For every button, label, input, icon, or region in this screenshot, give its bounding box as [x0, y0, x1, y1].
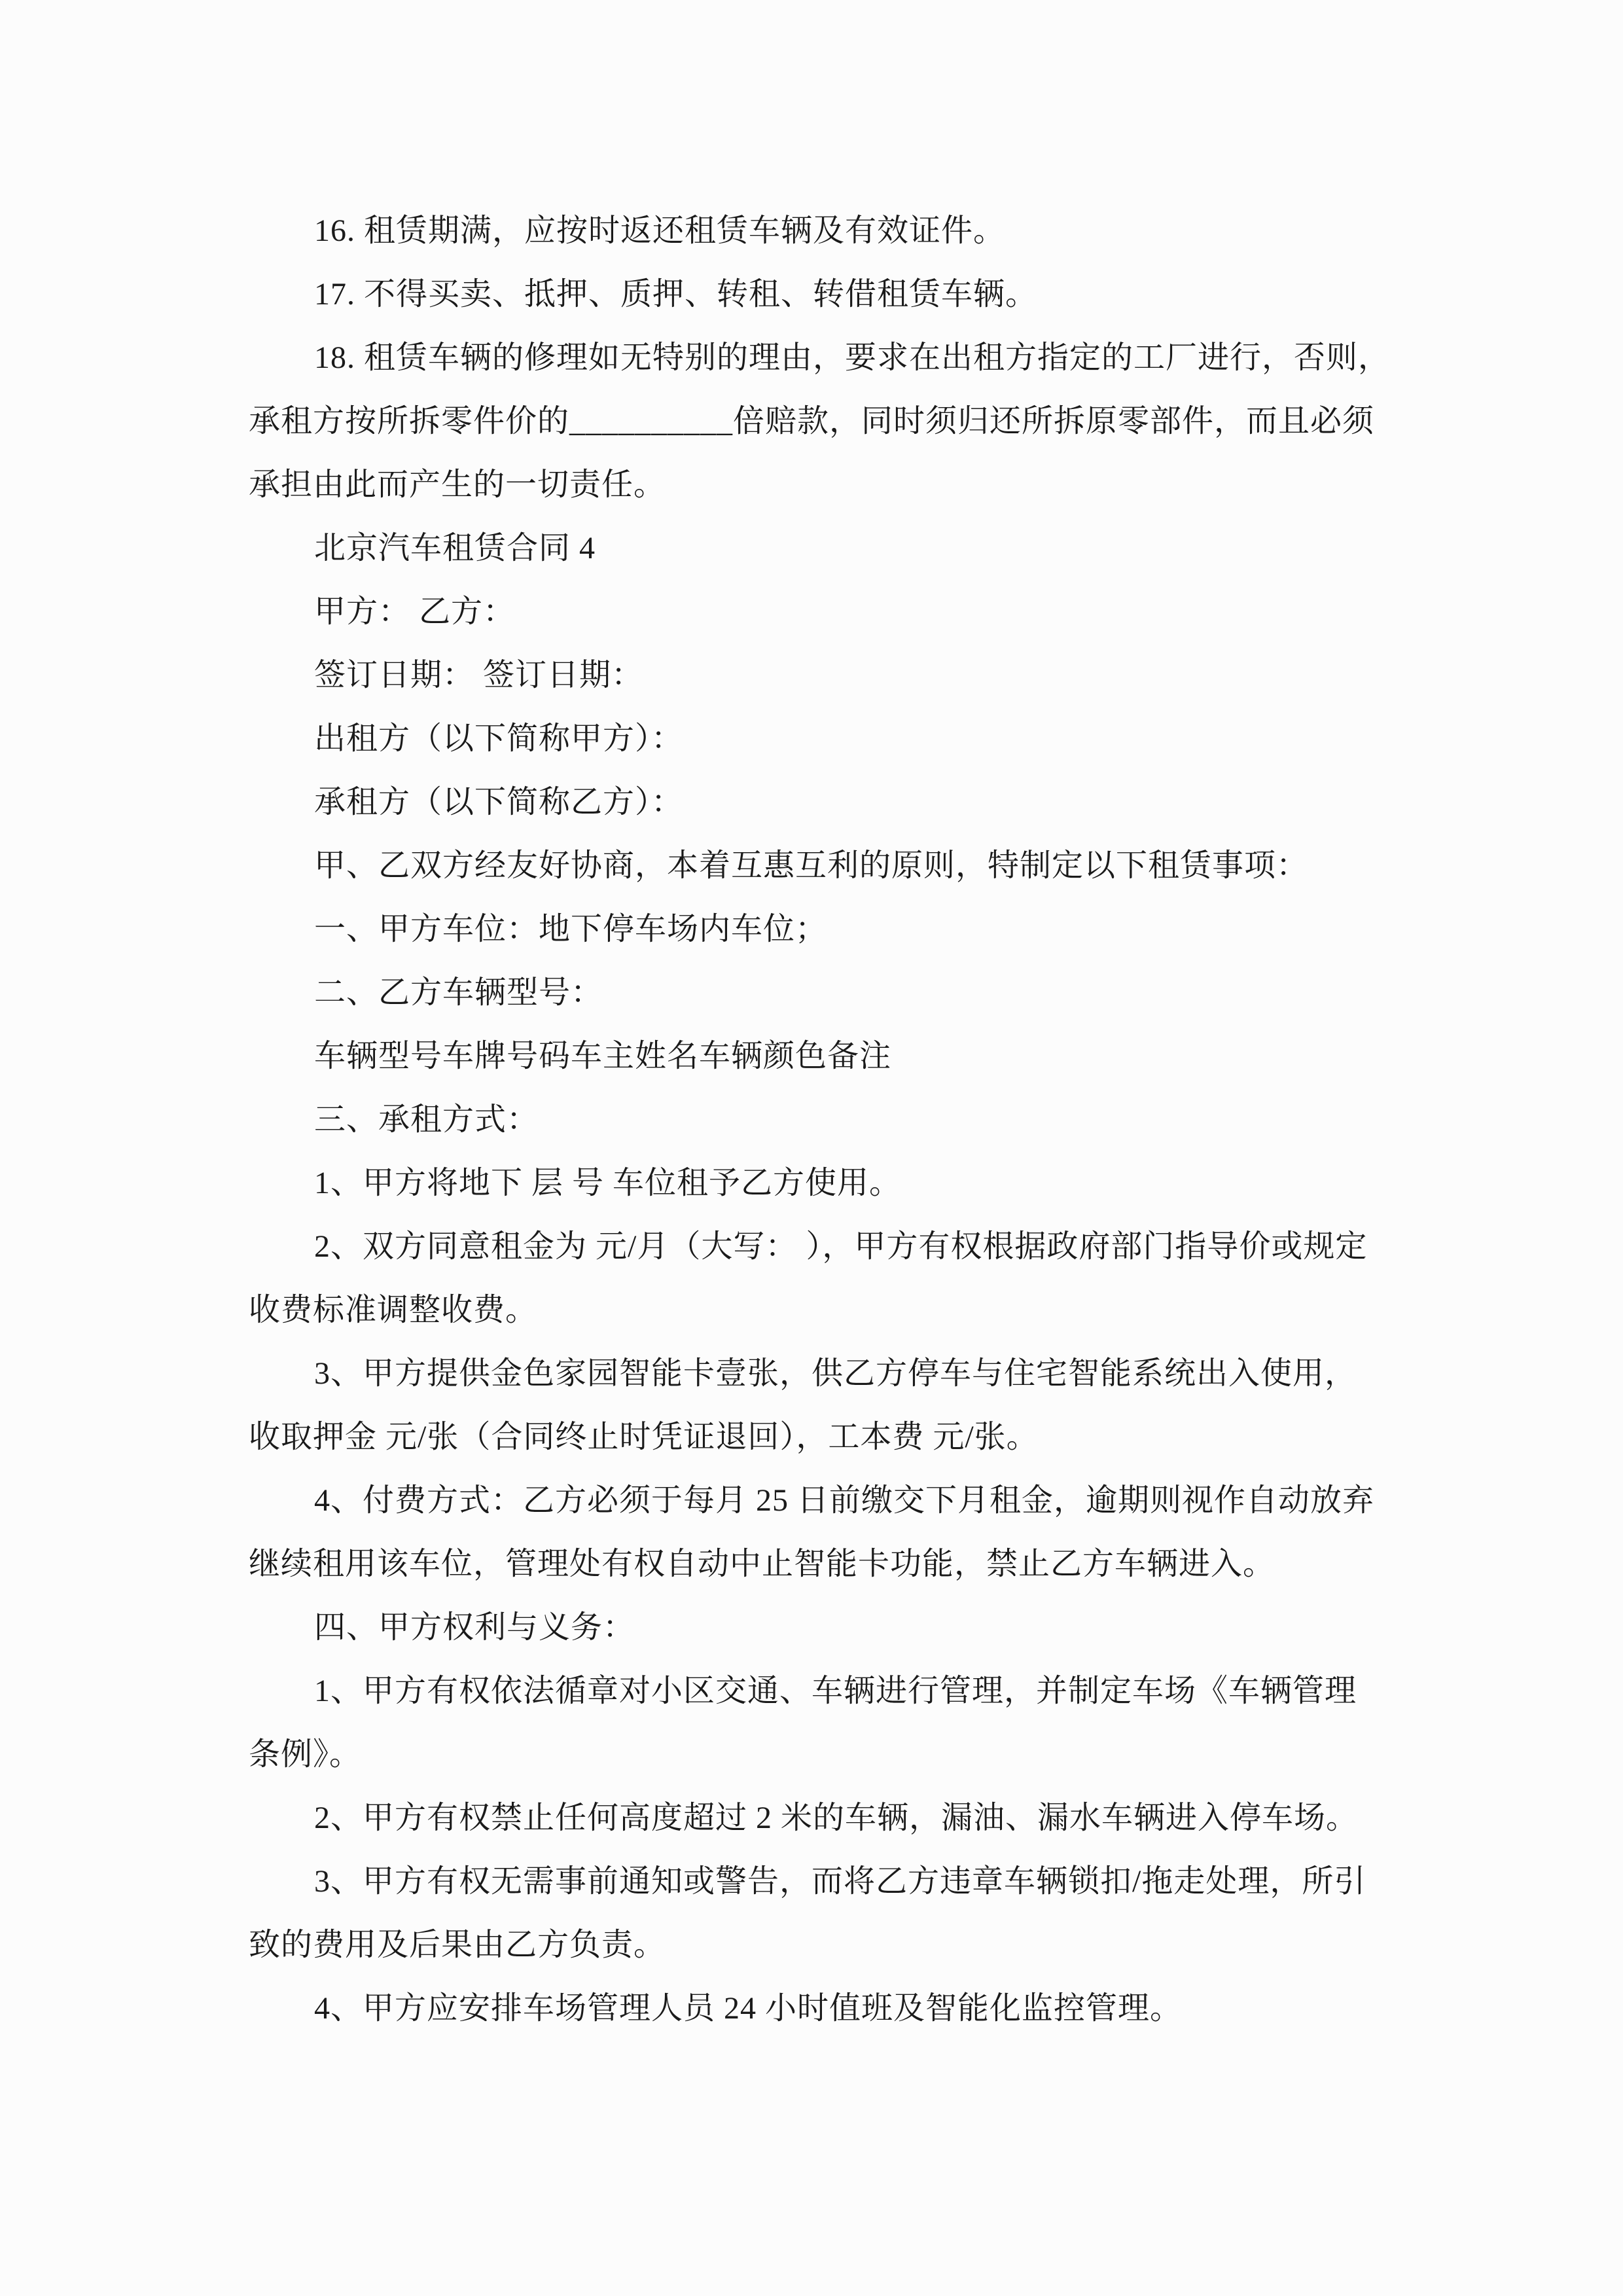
article-4: 四、甲方权利与义务： — [314, 1610, 635, 1645]
article-3-item-3: 3、甲方提供金色家园智能卡壹张，供乙方停车与住宅智能系统出入使用， — [314, 1356, 1357, 1391]
clause-16: 16. 租赁期满，应按时返还租赁车辆及有效证件。 — [314, 213, 1006, 248]
article-2: 二、乙方车辆型号： — [314, 975, 603, 1010]
article-4-item-4: 4、甲方应安排车场管理人员 24 小时值班及智能化监控管理。 — [314, 1991, 1183, 2026]
article-4-item-1: 1、甲方有权依法循章对小区交通、车辆进行管理，并制定车场《车辆管理 — [314, 1674, 1357, 1708]
lessee-line: 承租方（以下简称乙方）： — [314, 785, 684, 819]
article-4-item-2: 2、甲方有权禁止任何高度超过 2 米的车辆，漏油、漏水车辆进入停车场。 — [314, 1801, 1359, 1835]
article-4-item-3: 3、甲方有权无需事前通知或警告，而将乙方违章车辆锁扣/拖走处理，所引 — [314, 1864, 1366, 1899]
article-4-item-1-cont: 条例》。 — [249, 1737, 362, 1772]
article-3-item-2: 2、双方同意租金为 元/月（大写： ），甲方有权根据政府部门指导价或规定 — [314, 1229, 1368, 1264]
clause-18: 18. 租赁车辆的修理如无特别的理由，要求在出租方指定的工厂进行，否则， — [314, 340, 1391, 375]
vehicle-table-header: 车辆型号车牌号码车主姓名车辆颜色备注 — [314, 1039, 892, 1073]
article-3-item-3-cont: 收取押金 元/张（合同终止时凭证退回），工本费 元/张。 — [249, 1420, 1039, 1454]
article-3-item-4-cont: 继续租用该车位，管理处有权自动中止智能卡功能，禁止乙方车辆进入。 — [249, 1547, 1275, 1581]
contract-text-block — [249, 199, 1391, 2040]
clause-18-cont: 承担由此而产生的一切责任。 — [249, 467, 666, 502]
article-3: 三、承租方式： — [314, 1102, 539, 1137]
preamble: 甲、乙双方经友好协商，本着互惠互利的原则，特制定以下租赁事项： — [314, 848, 1309, 883]
article-1: 一、甲方车位：地下停车场内车位； — [314, 912, 828, 946]
clause-17: 17. 不得买卖、抵押、质押、转租、转借租赁车辆。 — [314, 277, 1038, 312]
article-3-item-2-cont: 收费标准调整收费。 — [249, 1293, 538, 1327]
section-title: 北京汽车租赁合同 4 — [314, 531, 596, 565]
article-3-item-1: 1、甲方将地下 层 号 车位租予乙方使用。 — [314, 1166, 902, 1200]
party-line: 甲方： 乙方： — [314, 594, 516, 629]
lessor-line: 出租方（以下简称甲方）： — [314, 721, 684, 756]
clause-18-cont: 承租方按所拆零件价的__________倍赔款，同时须归还所拆原零部件，而且必须 — [249, 404, 1375, 439]
article-3-item-4: 4、付费方式：乙方必须于每月 25 日前缴交下月租金，逾期则视作自动放弃 — [314, 1483, 1375, 1518]
sign-date-line: 签订日期： 签订日期： — [314, 658, 644, 692]
article-4-item-3-cont: 致的费用及后果由乙方负责。 — [249, 1928, 666, 1962]
